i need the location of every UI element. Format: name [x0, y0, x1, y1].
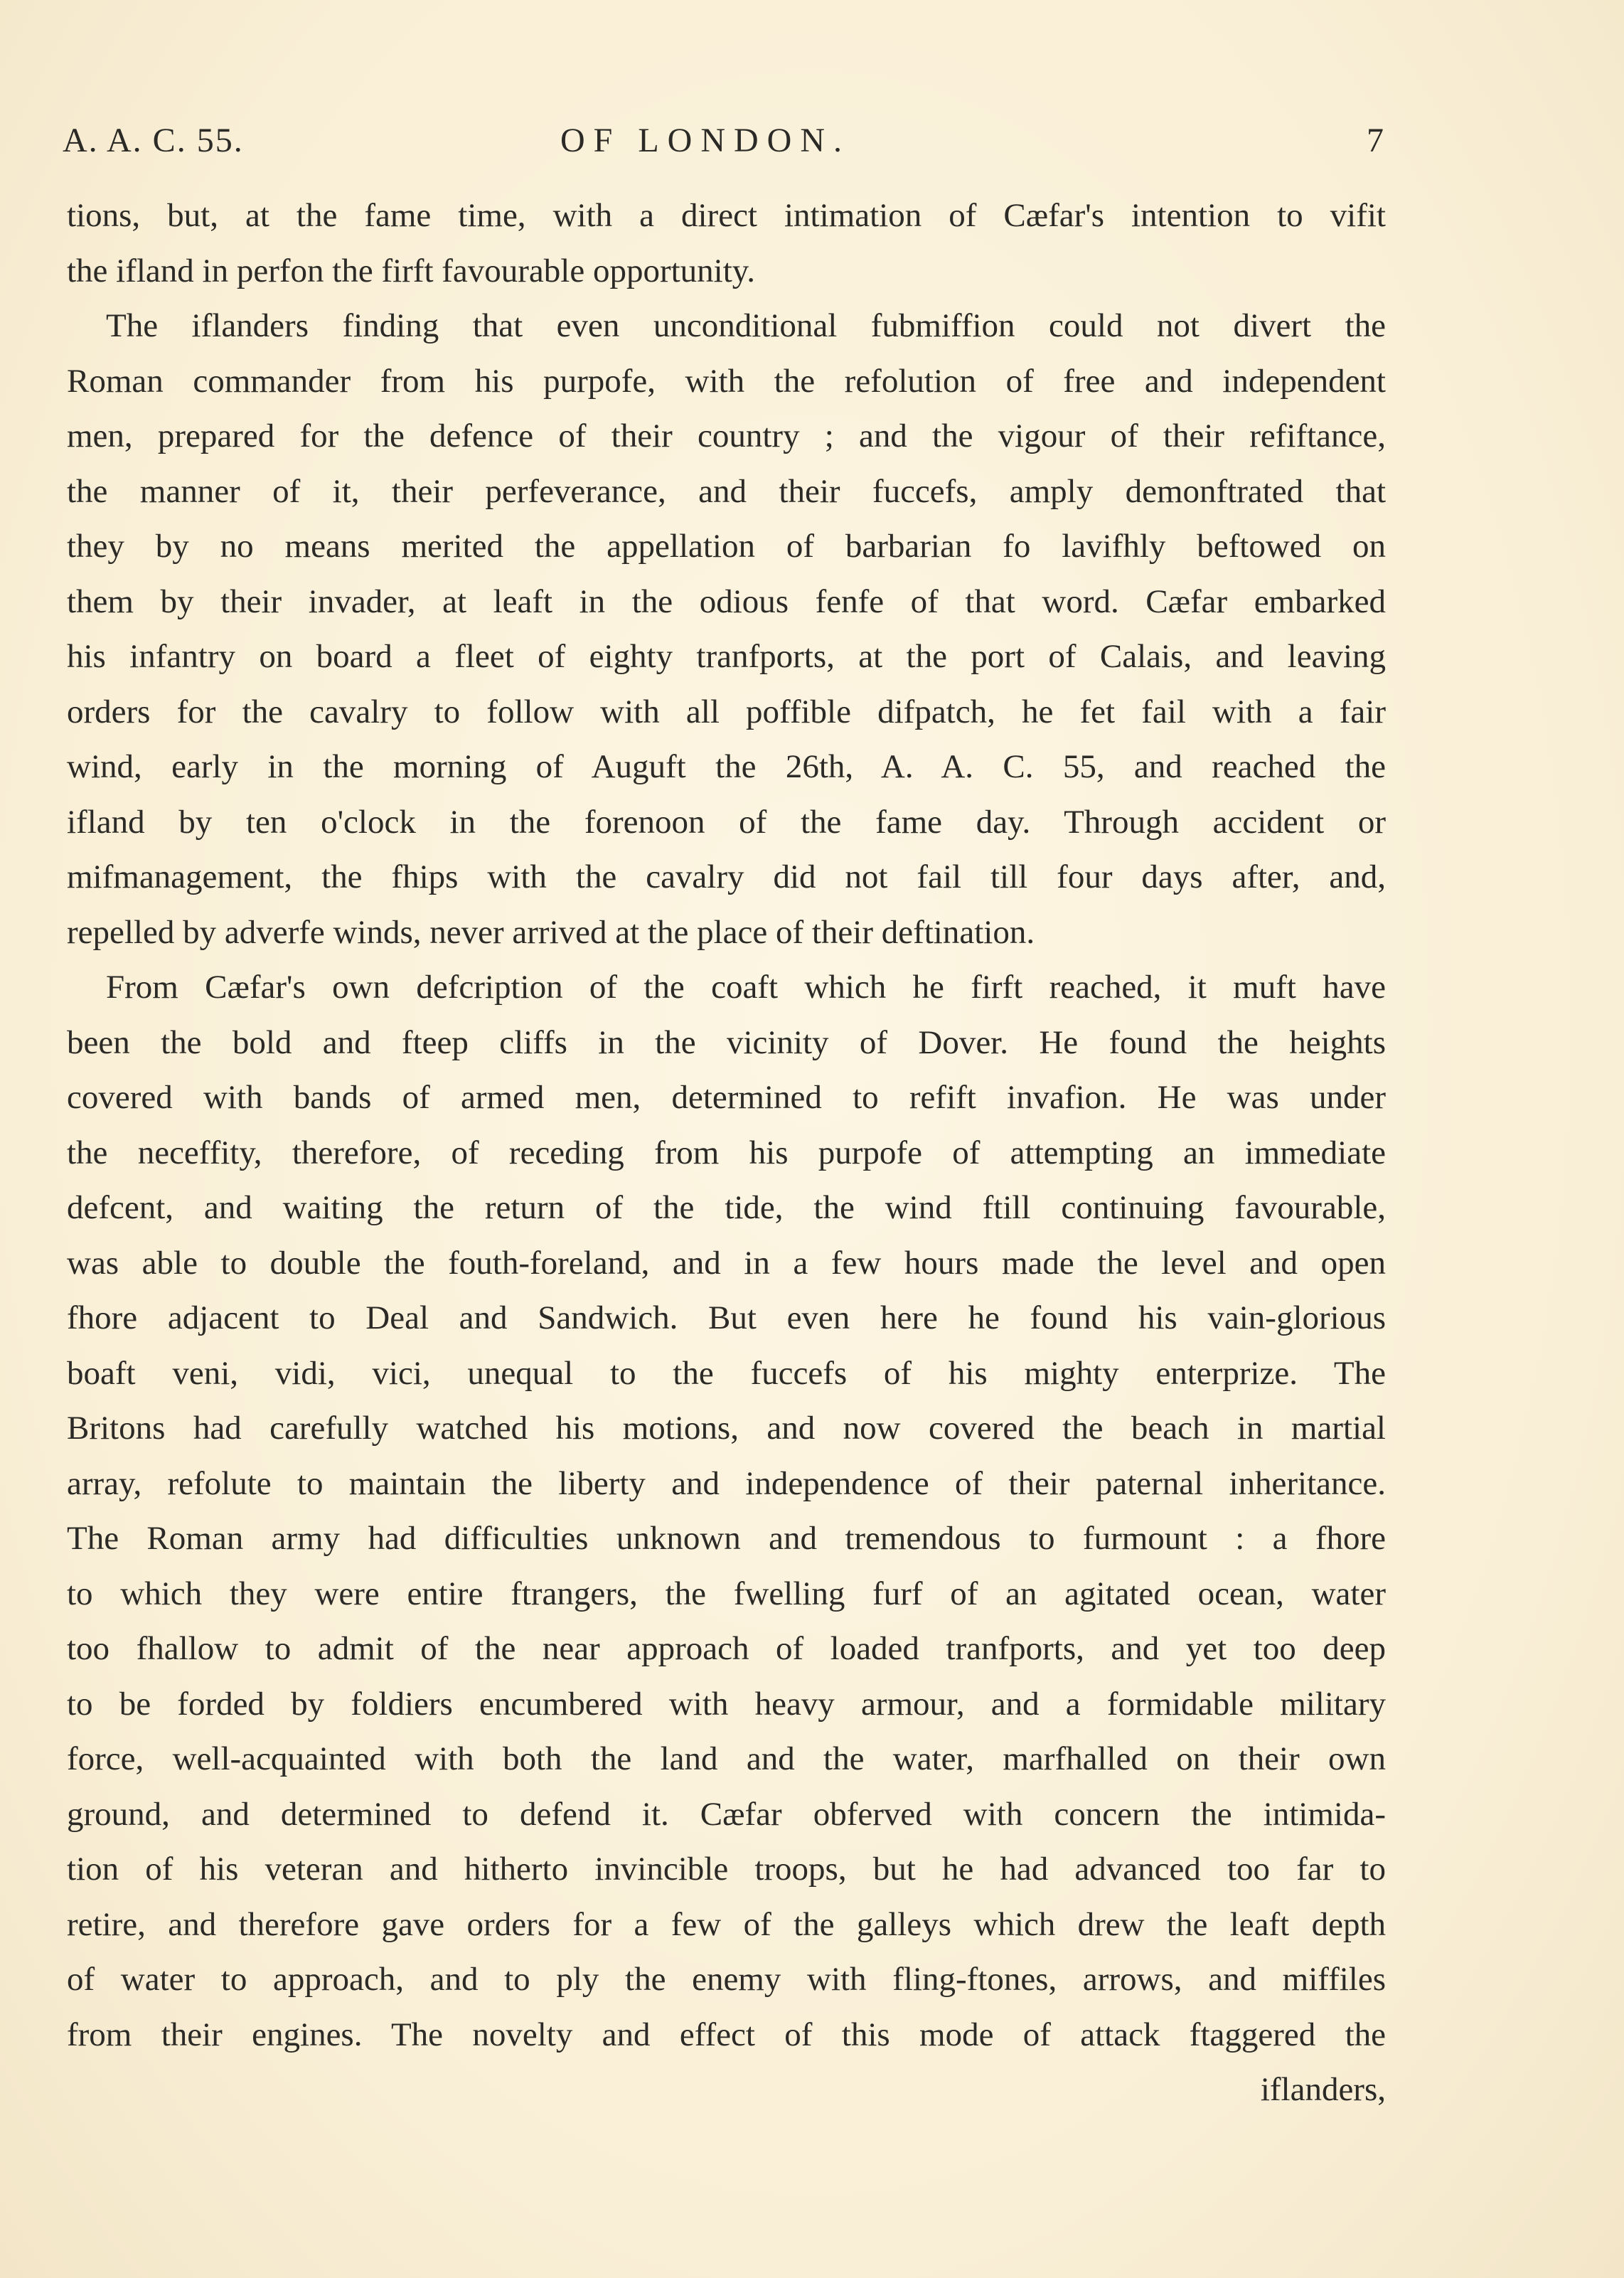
- text-line: retire, and therefore gave orders for a few of the galleys which drew the leaft depth: [67, 1905, 1386, 1943]
- text-line: repelled by adverfe winds, never arrived at the place of their deftination.: [67, 913, 1035, 951]
- catchword: iflanders,: [1260, 2071, 1386, 2108]
- text-line: Roman commander from his purpofe, with the refolution of free and independent: [67, 362, 1386, 400]
- text-line: covered with bands of armed men, determined to refift invafion. He was under: [67, 1079, 1386, 1116]
- text-line: the manner of it, their perfeverance, and their fuccefs, amply demonftrated that: [67, 472, 1386, 510]
- text-line: tions, but, at the fame time, with a direct intimation of Cæfar's intention to vifit: [67, 197, 1386, 234]
- text-line: them by their invader, at leaft in the odious fenfe of that word. Cæfar embarked: [67, 582, 1386, 620]
- text-line: array, refolute to maintain the liberty and independence of their paternal inheritance.: [67, 1464, 1386, 1502]
- text-line: The iflanders finding that even unconditional fubmiffion could not divert the: [106, 307, 1386, 344]
- page-number: 7: [1367, 122, 1385, 159]
- running-header: [63, 107, 1385, 171]
- text-line: from their engines. The novelty and effect of this mode of attack ftaggered the: [67, 2016, 1386, 2053]
- text-line: the neceffity, therefore, of receding from his purpofe of attempting an immediate: [67, 1134, 1386, 1171]
- text-line: men, prepared for the defence of their country ; and the vigour of their refiftance,: [67, 417, 1386, 454]
- text-line: Britons had carefully watched his motions, and now covered the beach in martial: [67, 1410, 1386, 1447]
- text-line: too fhallow to admit of the near approach of loaded tranfports, and yet too deep: [67, 1630, 1386, 1667]
- text-line: The Roman army had difficulties unknown and tremendous to furmount : a fhore: [67, 1520, 1386, 1557]
- text-line: they by no means merited the appellation of barbarian fo lavifhly beftowed on: [67, 528, 1386, 565]
- text-line: tion of his veteran and hitherto invincible troops, but he had advanced too far to: [67, 1851, 1386, 1888]
- text-line: ground, and determined to defend it. Cæfar obferved with concern the intimida-: [67, 1795, 1386, 1833]
- text-line: was able to double the fouth-foreland, and in a few hours made the level and open: [67, 1244, 1386, 1282]
- text-line: defcent, and waiting the return of the tide, the wind ftill continuing favourable,: [67, 1189, 1386, 1226]
- running-head-date: A. A. C. 55.: [63, 122, 244, 159]
- text-line: wind, early in the morning of Auguft the 26th, A. A. C. 55, and reached the: [67, 748, 1386, 785]
- text-line: to which they were entire ftrangers, the fwelling furf of an agitated ocean, water: [67, 1575, 1386, 1612]
- running-head-title: OF LONDON.: [560, 122, 850, 159]
- text-line: mifmanagement, the fhips with the cavalry did not fail till four days after, and,: [67, 858, 1386, 895]
- text-line: boaft veni, vidi, vici, unequal to the fuccefs of his mighty enterprize. The: [67, 1354, 1386, 1392]
- text-line: to be forded by foldiers encumbered with heavy armour, and a formidable military: [67, 1685, 1386, 1723]
- text-line: ifland by ten o'clock in the forenoon of the fame day. Through accident or: [67, 803, 1386, 841]
- text-line: force, well-acquainted with both the land and the water, marfhalled on their own: [67, 1740, 1386, 1777]
- body-text: [67, 188, 1386, 2118]
- text-line: fhore adjacent to Deal and Sandwich. But even here he found his vain-glorious: [67, 1299, 1386, 1336]
- text-line: of water to approach, and to ply the enemy with fling-ftones, arrows, and miffiles: [67, 1961, 1386, 1998]
- text-line: the ifland in perfon the firft favourable opportunity.: [67, 252, 755, 289]
- text-line: orders for the cavalry to follow with all poffible difpatch, he fet fail with a fair: [67, 693, 1386, 730]
- text-line: From Cæfar's own defcription of the coaft which he firft reached, it muft have: [106, 969, 1386, 1006]
- text-line: his infantry on board a fleet of eighty tranfports, at the port of Calais, and leaving: [67, 638, 1386, 675]
- text-line: been the bold and fteep cliffs in the vicinity of Dover. He found the heights: [67, 1023, 1386, 1061]
